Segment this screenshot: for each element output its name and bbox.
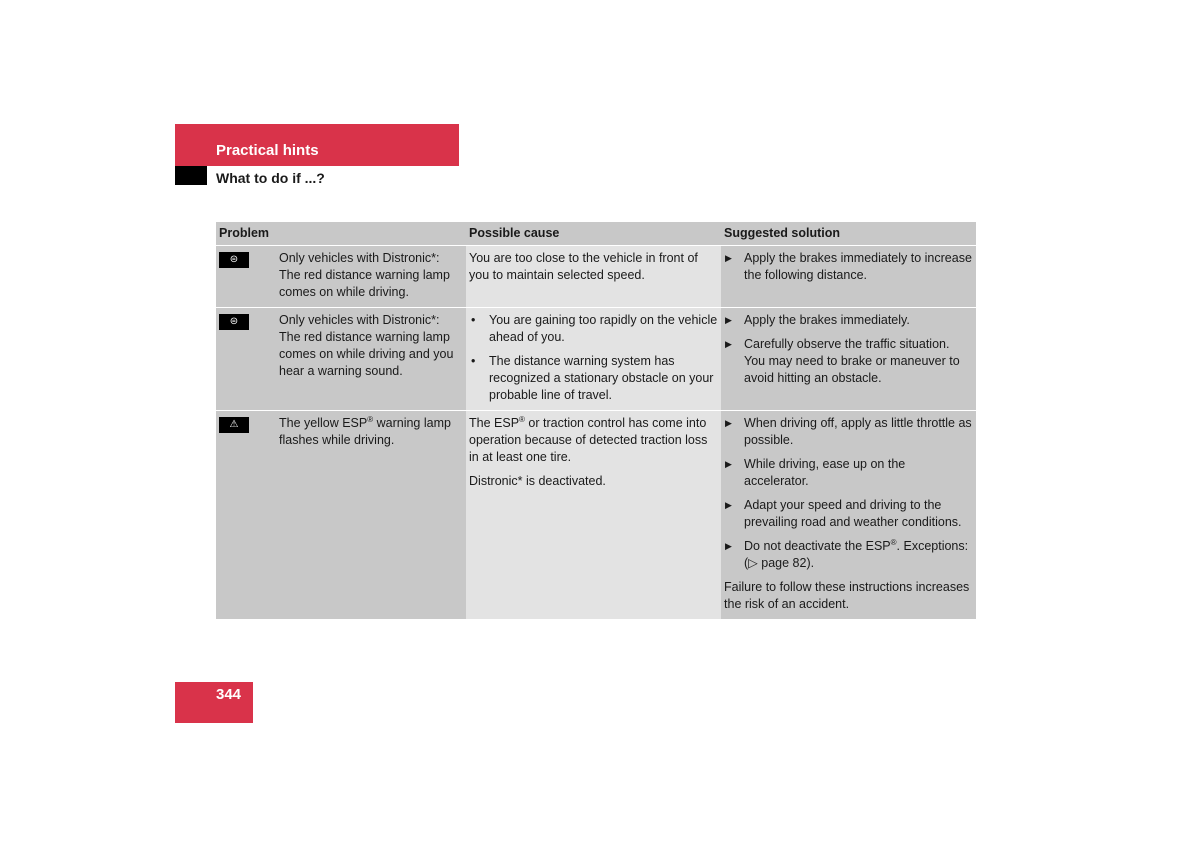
table-row (216, 246, 976, 308)
cause-cell (466, 308, 721, 411)
problem-cell: Only vehicles with Distronic*: The red distance warning lamp comes on while driving and you hear a warning sound. (276, 308, 466, 411)
solution-item: ▶ When driving off, apply as little throttle as possible. (724, 415, 973, 449)
table-row (216, 411, 976, 620)
page-number: 344 (216, 686, 242, 703)
solution-cell (721, 308, 976, 411)
solution-note: Failure to follow these instructions increases the risk of an accident. (724, 580, 970, 611)
cause-item: • You are gaining too rapidly on the vehicle ahead of you. (469, 312, 718, 346)
header-solution: Suggested solution (721, 222, 976, 246)
problem-cell: The yellow ESP® warning lamp flashes while driving. (276, 411, 466, 620)
distance-warning-lamp-icon: ⊜ (219, 314, 249, 330)
solution-cell (721, 411, 976, 620)
subsection-title: What to do if ...? (216, 170, 325, 186)
cause-cell (466, 411, 721, 620)
warning-triangle-icon: ⚠ (219, 417, 249, 433)
cause-note: Distronic* is deactivated. (469, 474, 606, 488)
solution-item: ▶ Carefully observe the traffic situation. You may need to brake or maneuver to avoid hitting an obstacle. (724, 336, 973, 387)
solution-cell (721, 246, 976, 308)
header-cause: Possible cause (466, 222, 721, 246)
solution-item: ▶ Do not deactivate the ESP®. Exceptions: (▷ page 82). (724, 538, 973, 572)
cause-paragraph: The ESP® or traction control has come into operation because of detected traction loss in at least one tire. (469, 414, 708, 464)
solution-item: ▶ While driving, ease up on the accelerator. (724, 456, 973, 490)
cause-cell: You are too close to the vehicle in front of you to maintain selected speed. (466, 246, 721, 308)
table-header-row (216, 222, 976, 246)
section-tab-marker (175, 166, 207, 185)
cause-item: • The distance warning system has recognized a stationary obstacle on your probable line of travel. (469, 353, 718, 404)
solution-item: ▶ Apply the brakes immediately. (724, 312, 973, 329)
solution-item: ▶ Apply the brakes immediately to increase the following distance. (724, 250, 973, 284)
distance-warning-lamp-icon: ⊜ (219, 252, 249, 268)
problem-cell: Only vehicles with Distronic*: The red distance warning lamp comes on while driving. (276, 246, 466, 308)
table-row (216, 308, 976, 411)
header-problem: Problem (216, 222, 466, 246)
page-number-box (175, 682, 253, 723)
solution-item: ▶ Adapt your speed and driving to the prevailing road and weather conditions. (724, 497, 973, 531)
section-title: Practical hints (216, 142, 319, 159)
troubleshooting-table (216, 222, 976, 620)
